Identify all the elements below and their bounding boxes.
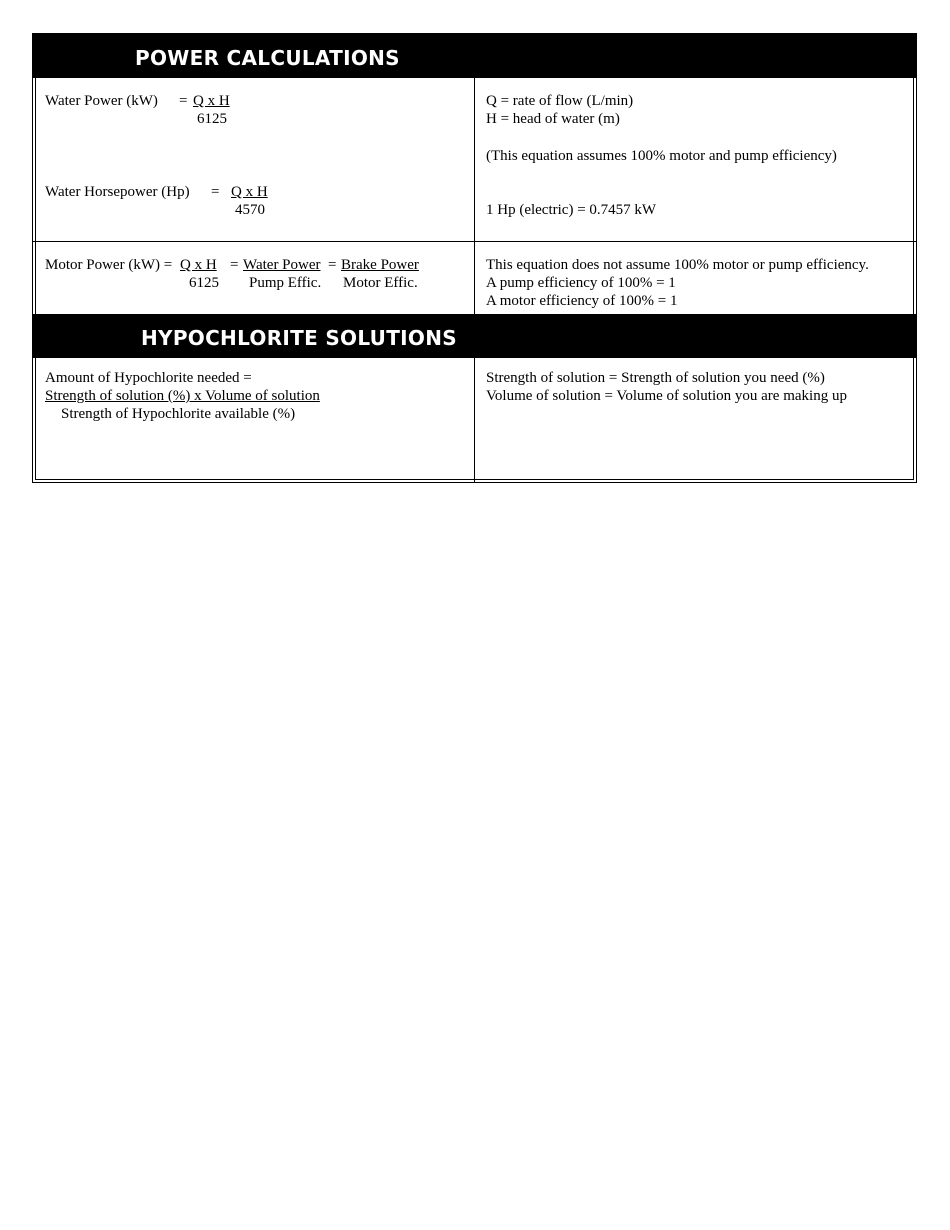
hypochlorite-solutions-header	[33, 314, 916, 358]
efficiency-assumption: (This equation assumes 100% motor and pump efficiency)	[486, 148, 837, 164]
water-power-numerator: Q x H	[193, 93, 230, 109]
motor-power-water-power: Water Power	[243, 257, 321, 273]
water-power-denominator: 6125	[197, 111, 227, 127]
water-horsepower-equals: =	[211, 184, 220, 200]
motor-power-brake-power: Brake Power	[341, 257, 419, 273]
motor-power-motor-efficiency: Motor Effic.	[343, 275, 418, 291]
formula-sheet	[32, 33, 917, 483]
column-divider	[474, 78, 475, 242]
hypochlorite-denominator: Strength of Hypochlorite available (%)	[61, 406, 296, 422]
hypochlorite-amount-label: Amount of Hypochlorite needed =	[45, 370, 252, 386]
water-horsepower-denominator: 4570	[235, 202, 265, 218]
motor-power-equals-1: =	[230, 257, 239, 273]
water-power-label: Water Power (kW)	[45, 93, 158, 109]
motor-power-pump-efficiency: Pump Effic.	[249, 275, 322, 291]
column-divider	[474, 358, 475, 482]
motor-power-denominator-6125: 6125	[189, 275, 219, 291]
motor-power-label: Motor Power (kW) =	[45, 257, 173, 273]
hypochlorite-numerator: Strength of solution (%) x Volume of solution	[45, 388, 320, 404]
volume-definition: Volume of solution = Volume of solution you are making up	[486, 388, 847, 404]
water-power-equals: =	[179, 93, 188, 109]
h-definition: H = head of water (m)	[486, 111, 620, 127]
column-divider	[474, 242, 475, 314]
q-definition: Q = rate of flow (L/min)	[486, 93, 634, 109]
hp-conversion: 1 Hp (electric) = 0.7457 kW	[486, 202, 657, 218]
motor-note-2: A pump efficiency of 100% = 1	[486, 275, 676, 291]
water-horsepower-numerator: Q x H	[231, 184, 268, 200]
power-calculations-title: POWER CALCULATIONS	[135, 46, 400, 70]
strength-definition: Strength of solution = Strength of solution you need (%)	[486, 370, 825, 386]
motor-note-3: A motor efficiency of 100% = 1	[486, 293, 678, 309]
motor-power-qxh: Q x H	[180, 257, 217, 273]
motor-power-equals-2: =	[328, 257, 337, 273]
water-horsepower-label: Water Horsepower (Hp)	[45, 184, 190, 200]
power-calculations-header	[33, 34, 916, 78]
hypochlorite-solutions-title: HYPOCHLORITE SOLUTIONS	[141, 326, 457, 350]
motor-note-1: This equation does not assume 100% motor or pump efficiency.	[486, 257, 869, 273]
